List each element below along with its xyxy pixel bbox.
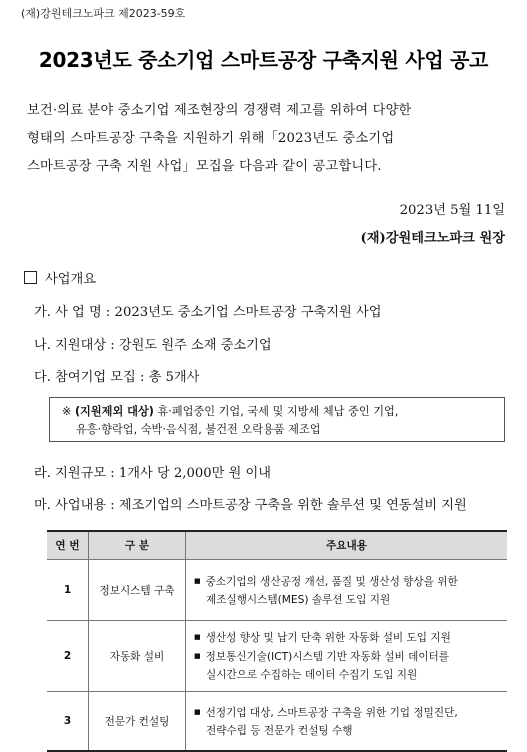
overview-item-project-name: 가. 사 업 명 : 2023년도 중소기업 스마트공장 구축지원 사업 bbox=[34, 305, 382, 320]
row-category: 정보시스템 구축 bbox=[89, 560, 186, 621]
announcement-date: 2023년 5월 11일 bbox=[399, 203, 505, 218]
issuer: (재)강원테크노파크 원장 bbox=[360, 231, 505, 246]
row-number: 2 bbox=[47, 621, 89, 692]
row-number: 3 bbox=[47, 692, 89, 752]
column-header-category: 구 분 bbox=[89, 531, 186, 560]
content-continuation: 제조실행시스템(MES) 솔루션 도입 지원 bbox=[206, 593, 391, 606]
overview-item-target: 나. 지원대상 : 강원도 원주 소재 중소기업 bbox=[34, 338, 272, 353]
intro-line: 보건·의료 분야 중소기업 제조현장의 경쟁력 제고를 위하여 다양한 bbox=[27, 103, 412, 118]
content-bullet: ■ 생산성 향상 및 납기 단축 위한 자동화 설비 도입 지원 bbox=[194, 632, 451, 644]
exclusion-notice-box bbox=[49, 397, 505, 442]
row-content bbox=[186, 692, 508, 752]
content-bullet: ■ 정보통신기술(ICT)시스템 기반 자동화 설비 데이터를 bbox=[194, 651, 450, 663]
overview-item-recruitment: 다. 참여기업 모집 : 총 5개사 bbox=[34, 370, 200, 385]
column-header-content: 주요내용 bbox=[186, 531, 508, 560]
bullet-square-icon: ■ bbox=[194, 707, 201, 716]
content-continuation: 전략수립 등 전문가 컨설팅 수행 bbox=[206, 724, 353, 737]
checkbox-square-icon bbox=[24, 271, 37, 284]
table-header-row bbox=[47, 531, 507, 560]
overview-item-content: 마. 사업내용 : 제조기업의 스마트공장 구축을 위한 솔루션 및 연동설비 지원 bbox=[34, 498, 467, 513]
row-content bbox=[186, 560, 508, 621]
support-content-table bbox=[47, 530, 507, 752]
table-row bbox=[47, 621, 507, 692]
intro-line: 형태의 스마트공장 구축을 지원하기 위해「2023년도 중소기업 bbox=[27, 131, 395, 146]
page-title: 2023년도 중소기업 스마트공장 구축지원 사업 공고 bbox=[38, 48, 489, 72]
exclusion-line1: 휴·폐업중인 기업, 국세 및 지방세 체납 중인 기업, bbox=[157, 405, 399, 418]
note-mark: ※ bbox=[62, 405, 72, 418]
intro-line: 스마트공장 구축 지원 사업」모집을 다음과 같이 공고합니다. bbox=[27, 159, 382, 174]
column-header-number: 연 번 bbox=[47, 531, 89, 560]
row-category: 자동화 설비 bbox=[89, 621, 186, 692]
document-number: (재)강원테크노파크 제2023-59호 bbox=[21, 7, 186, 20]
row-number: 1 bbox=[47, 560, 89, 621]
section-heading bbox=[24, 268, 96, 287]
table-row bbox=[47, 560, 507, 621]
overview-item-scale: 라. 지원규모 : 1개사 당 2,000만 원 이내 bbox=[34, 466, 271, 481]
exclusion-line2: 유흥·향락업, 숙박·음식점, 불건전 오락용품 제조업 bbox=[76, 423, 321, 436]
row-content bbox=[186, 621, 508, 692]
table-row bbox=[47, 692, 507, 752]
content-continuation: 실시간으로 수집하는 데이터 수집기 도입 지원 bbox=[206, 669, 418, 681]
content-bullet: ■ 중소기업의 생산공정 개선, 품질 및 생산성 향상을 위한 bbox=[194, 575, 458, 588]
intro-paragraph bbox=[27, 97, 507, 181]
bullet-square-icon: ■ bbox=[194, 652, 201, 660]
exclusion-label: (지원제외 대상) bbox=[74, 405, 154, 418]
bullet-square-icon: ■ bbox=[194, 633, 201, 641]
bullet-square-icon: ■ bbox=[194, 576, 201, 585]
section-heading-label: 사업개요 bbox=[45, 272, 96, 287]
content-bullet: ■ 선정기업 대상, 스마트공장 구축을 위한 기업 정밀진단, bbox=[194, 706, 458, 719]
row-category: 전문가 컨설팅 bbox=[89, 692, 186, 752]
